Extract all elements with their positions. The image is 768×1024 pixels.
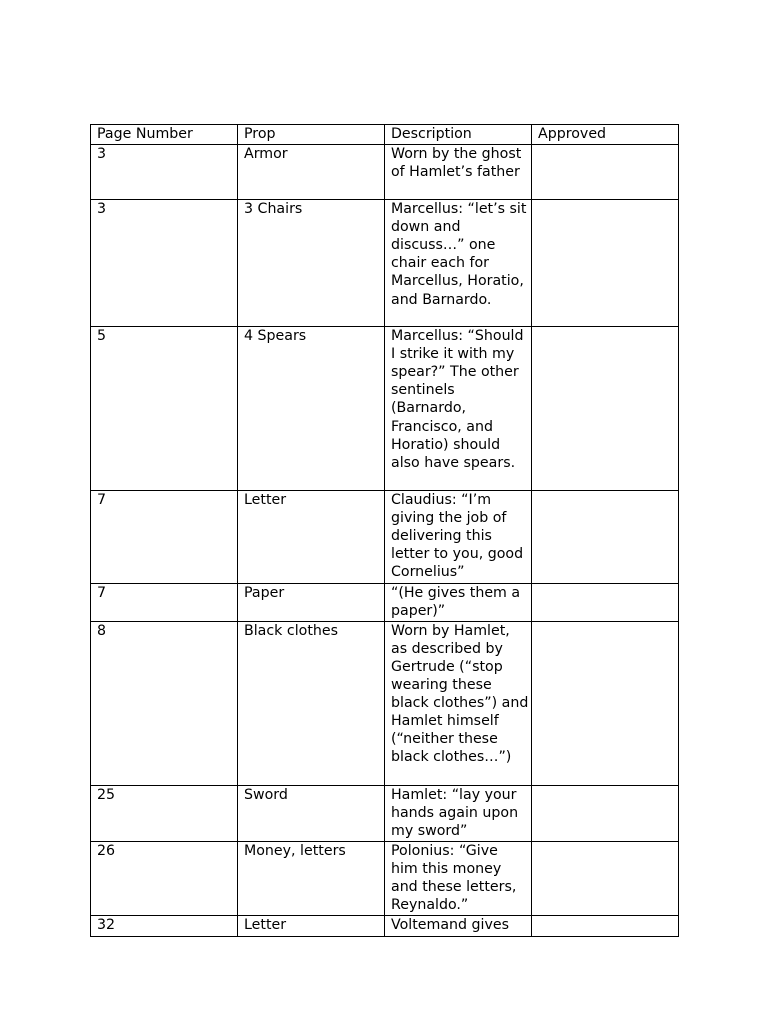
page-number-cell: 32: [91, 916, 238, 936]
description-cell: Hamlet: “lay your hands again upon my sword”: [385, 785, 532, 841]
description-cell: Voltemand gives: [385, 916, 532, 936]
table-row: [91, 327, 679, 491]
props-table: [90, 124, 679, 937]
table-row: [91, 491, 679, 583]
description-cell: Polonius: “Give him this money and these letters, Reynaldo.”: [385, 842, 532, 916]
approved-cell: [532, 842, 679, 916]
header-description: Description: [385, 125, 532, 145]
approved-cell: [532, 785, 679, 841]
prop-cell: Sword: [238, 785, 385, 841]
prop-cell: 3 Chairs: [238, 200, 385, 327]
table-row: [91, 842, 679, 916]
description-cell: Worn by the ghost of Hamlet’s father: [385, 145, 532, 200]
description-cell: Worn by Hamlet, as described by Gertrude (“stop wearing these black clothes”) and Hamlet himself (“neither these black clothes…”): [385, 621, 532, 785]
prop-cell: Black clothes: [238, 621, 385, 785]
approved-cell: [532, 621, 679, 785]
header-prop: Prop: [238, 125, 385, 145]
prop-cell: Armor: [238, 145, 385, 200]
page-number-cell: 3: [91, 145, 238, 200]
table-row: [91, 621, 679, 785]
description-cell: Marcellus: “let’s sit down and discuss…” one chair each for Marcellus, Horatio, and Barnardo.: [385, 200, 532, 327]
prop-cell: Letter: [238, 491, 385, 583]
approved-cell: [532, 491, 679, 583]
description-cell: “(He gives them a paper)”: [385, 583, 532, 621]
prop-cell: Paper: [238, 583, 385, 621]
prop-cell: Letter: [238, 916, 385, 936]
header-approved: Approved: [532, 125, 679, 145]
header-page-number: Page Number: [91, 125, 238, 145]
page-number-cell: 3: [91, 200, 238, 327]
page-number-cell: 7: [91, 583, 238, 621]
table-row: [91, 145, 679, 200]
page-number-cell: 5: [91, 327, 238, 491]
approved-cell: [532, 327, 679, 491]
table-row: [91, 916, 679, 936]
approved-cell: [532, 200, 679, 327]
table-row: [91, 200, 679, 327]
prop-cell: 4 Spears: [238, 327, 385, 491]
table-row: [91, 583, 679, 621]
table-header-row: [91, 125, 679, 145]
description-cell: Marcellus: “Should I strike it with my spear?” The other sentinels (Barnardo, Francisco, and Horatio) should also have spears.: [385, 327, 532, 491]
prop-cell: Money, letters: [238, 842, 385, 916]
page-number-cell: 26: [91, 842, 238, 916]
approved-cell: [532, 916, 679, 936]
table-row: [91, 785, 679, 841]
page-number-cell: 7: [91, 491, 238, 583]
page-number-cell: 25: [91, 785, 238, 841]
description-cell: Claudius: “I’m giving the job of delivering this letter to you, good Cornelius”: [385, 491, 532, 583]
approved-cell: [532, 583, 679, 621]
approved-cell: [532, 145, 679, 200]
page-number-cell: 8: [91, 621, 238, 785]
